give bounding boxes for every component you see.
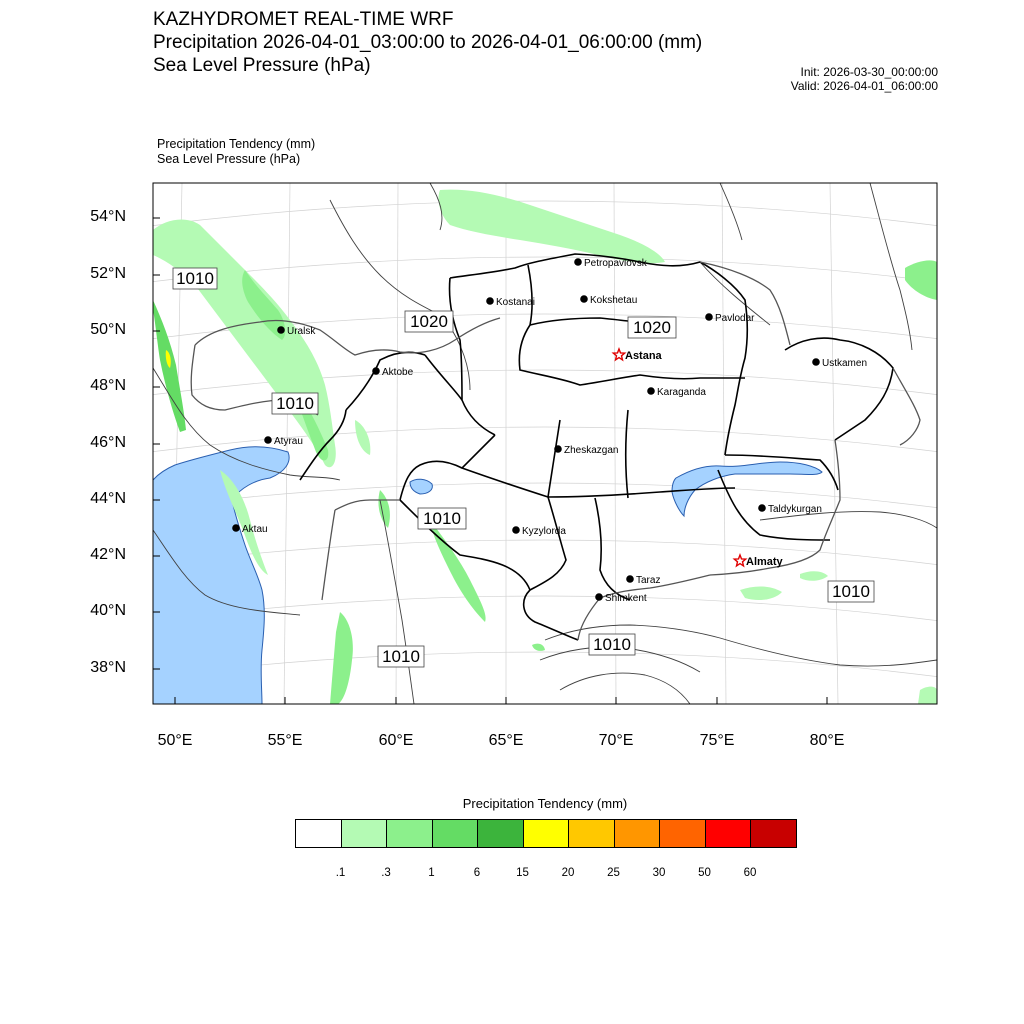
title-line-1: KAZHYDROMET REAL-TIME WRF — [153, 9, 454, 30]
city-dot-icon — [580, 295, 588, 303]
isobar-label: 1020 — [410, 312, 448, 331]
lon-label: 60°E — [378, 732, 414, 749]
city-dot-icon — [705, 313, 713, 321]
lat-label: 48°N — [90, 377, 126, 394]
isobar-label: 1010 — [382, 647, 420, 666]
colorbar-title: Precipitation Tendency (mm) — [462, 796, 628, 811]
title-line-3: Sea Level Pressure (hPa) — [153, 55, 371, 76]
lon-label: 50°E — [157, 732, 193, 749]
city-label: Petropavlovsk — [584, 258, 647, 269]
title-line-2: Precipitation 2026-04-01_03:00:00 to 2026-04-01_06:00:00 (mm) — [153, 32, 703, 53]
lat-label: 52°N — [90, 265, 126, 282]
colorbar-label: .1 — [335, 867, 346, 879]
city-label: Astana — [625, 350, 662, 362]
city-dot-icon — [512, 526, 520, 534]
colorbar-label: 6 — [473, 867, 481, 879]
city-label: Aktobe — [382, 367, 414, 378]
lon-label: 65°E — [488, 732, 524, 749]
lon-label: 55°E — [267, 732, 303, 749]
lat-label: 50°N — [90, 321, 126, 338]
city-label: Shimkent — [605, 593, 647, 604]
city-dot-icon — [264, 436, 272, 444]
lat-label: 40°N — [90, 602, 126, 619]
city-dot-icon — [486, 297, 494, 305]
city-dot-icon — [595, 593, 603, 601]
valid-time: Valid: 2026-04-01_06:00:00 — [790, 79, 938, 93]
colorbar-swatch — [524, 820, 570, 847]
city-dot-icon — [812, 358, 820, 366]
city-label: Aktau — [242, 524, 268, 535]
lon-label: 75°E — [699, 732, 735, 749]
city-dot-icon — [372, 367, 380, 375]
colorbar — [295, 819, 797, 848]
colorbar-label: 30 — [652, 867, 666, 879]
colorbar-label: 60 — [743, 867, 757, 879]
city-label: Karaganda — [657, 387, 706, 398]
colorbar-swatch — [706, 820, 752, 847]
city-label: Pavlodar — [715, 313, 755, 324]
city-dot-icon — [232, 524, 240, 532]
subtitle-precip: Precipitation Tendency (mm) — [157, 137, 316, 151]
lat-label: 38°N — [90, 659, 126, 676]
city-label: Kokshetau — [590, 295, 638, 306]
subtitle-slp: Sea Level Pressure (hPa) — [157, 152, 301, 166]
city-label: Ustkamen — [822, 358, 868, 369]
init-time: Init: 2026-03-30_00:00:00 — [800, 65, 938, 79]
colorbar-label: 25 — [607, 867, 620, 879]
city-dot-icon — [626, 575, 634, 583]
colorbar-label: .3 — [381, 867, 391, 879]
city-dot-icon — [554, 445, 562, 453]
colorbar-swatch — [478, 820, 524, 847]
city-dot-icon — [277, 326, 285, 334]
isobar-label: 1010 — [593, 635, 631, 654]
colorbar-swatch — [569, 820, 615, 847]
city-dot-icon — [758, 504, 766, 512]
colorbar-swatch — [296, 820, 342, 847]
city-label: Almaty — [746, 556, 783, 568]
colorbar-swatch — [615, 820, 661, 847]
isobar-label: 1010 — [423, 509, 461, 528]
city-label: Atyrau — [274, 436, 303, 447]
lat-label: 42°N — [90, 546, 126, 563]
city-label: Uralsk — [287, 326, 316, 337]
isobar-label: 1010 — [176, 269, 214, 288]
lon-label: 80°E — [809, 732, 845, 749]
city-label: Taraz — [636, 575, 661, 586]
lon-label: 70°E — [598, 732, 634, 749]
city-label: Zheskazgan — [564, 445, 619, 456]
colorbar-swatch — [342, 820, 388, 847]
city-dot-icon — [574, 258, 582, 266]
colorbar-label: 50 — [698, 867, 711, 879]
isobar-label: 1020 — [633, 318, 671, 337]
colorbar-label: 1 — [428, 867, 435, 879]
city-dot-icon — [647, 387, 655, 395]
lat-label: 46°N — [90, 434, 126, 451]
colorbar-swatch — [660, 820, 706, 847]
city-label: Kostanai — [496, 297, 535, 308]
colorbar-swatch — [387, 820, 433, 847]
lat-label: 44°N — [90, 490, 126, 507]
colorbar-swatch — [751, 820, 796, 847]
colorbar-label: 20 — [561, 867, 575, 879]
isobar-label: 1010 — [832, 582, 870, 601]
city-label: Kyzylorda — [522, 526, 566, 537]
city-label: Taldykurgan — [768, 504, 822, 515]
colorbar-swatch — [433, 820, 479, 847]
isobar-label: 1010 — [276, 394, 314, 413]
colorbar-label: 15 — [516, 867, 529, 879]
lat-label: 54°N — [90, 208, 126, 225]
